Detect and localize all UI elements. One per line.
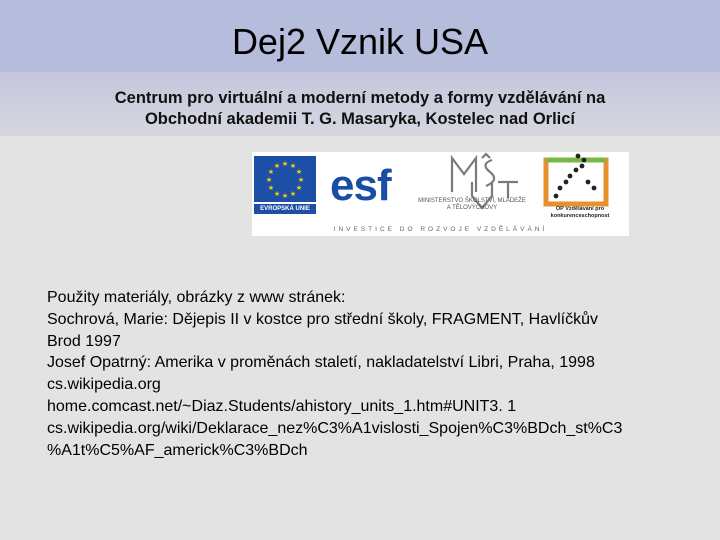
svg-text:★: ★ (289, 162, 297, 170)
sources-list (47, 287, 707, 461)
invest-tagline: INVESTICE DO ROZVOJE VZDĚLÁVÁNÍ (333, 226, 548, 233)
subtitle-line-2: Obchodní akademii T. G. Masaryka, Kostelec nad Orlicí (144, 110, 576, 128)
sources-line: Sochrová, Marie: Dějepis II v kostce pro střední školy, FRAGMENT, Havlíčkův (47, 310, 598, 328)
sources-line: cs.wikipedia.org/wiki/Deklarace_nez%C3%A1vislosti_Spojen%C3%BDch_st%C3 (47, 419, 623, 437)
svg-text:★: ★ (295, 184, 303, 192)
sources-line: home.comcast.net/~Diaz.Students/ahistory_units_1.htm#UNIT3. 1 (47, 397, 517, 415)
funding-logos-banner (252, 152, 629, 236)
svg-text:★: ★ (295, 168, 303, 176)
svg-text:★: ★ (281, 192, 289, 200)
subtitle (60, 88, 660, 130)
svg-text:★: ★ (273, 162, 281, 170)
page-title: Dej2 Vznik USA (231, 21, 489, 62)
op-caption: OP Vzdělávání pro konkurenceschopnost (550, 206, 610, 219)
sources-line: cs.wikipedia.org (47, 376, 161, 394)
subtitle-line-1: Centrum pro virtuální a moderní metody a formy vzdělávání na (114, 89, 606, 107)
sources-line: %A1t%C5%AF_americk%C3%BDch (47, 441, 308, 459)
svg-text:★: ★ (273, 190, 281, 198)
svg-text:★: ★ (267, 184, 275, 192)
eu-flag-logo (254, 156, 316, 202)
msmt-caption: MINISTERSTVO ŠKOLSTVÍ, MLÁDEŽE A TĚLOVÝCHOVY (418, 198, 526, 211)
eu-stars-icon (254, 156, 316, 202)
sources-line: Použity materiály, obrázky z www stránek: (47, 289, 346, 306)
svg-text:★: ★ (289, 190, 297, 198)
svg-text:★: ★ (267, 168, 275, 176)
sources-line: Josef Opatrný: Amerika v proměnách staletí, nakladatelství Libri, Praha, 1998 (47, 354, 595, 372)
svg-text:★: ★ (265, 176, 273, 184)
svg-text:★: ★ (297, 176, 305, 184)
svg-text:★: ★ (281, 160, 289, 168)
eu-label: EVROPSKÁ UNIE (254, 204, 316, 214)
esf-logo: esf (330, 161, 391, 210)
sources-line: Brod 1997 (47, 332, 121, 350)
